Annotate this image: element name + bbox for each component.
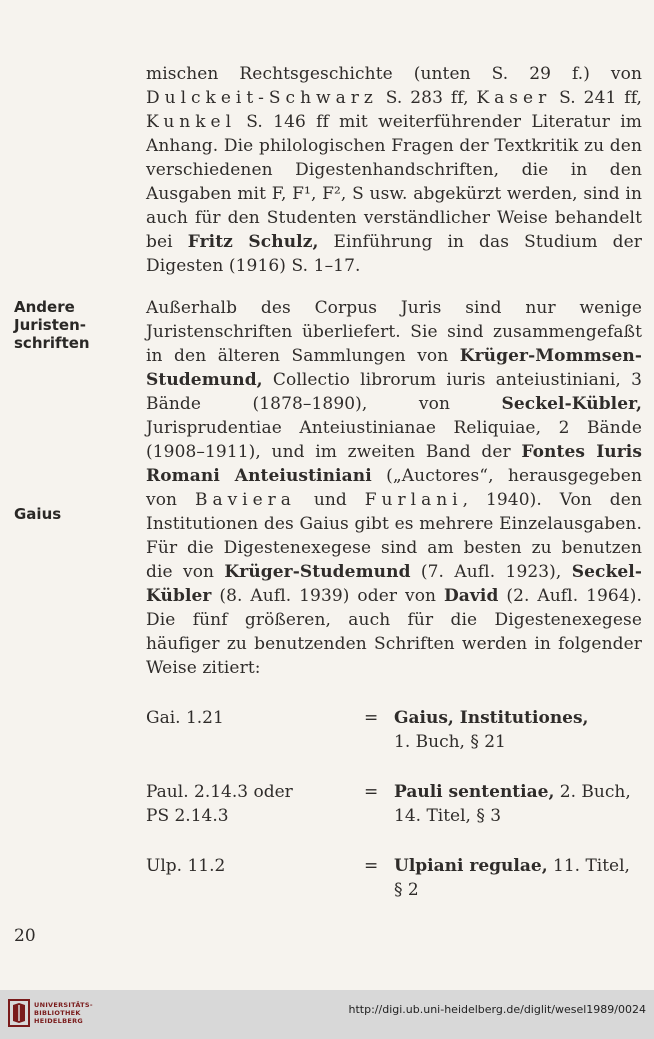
library-logo-text[interactable] [34, 1001, 93, 1025]
university-library-logo-icon[interactable] [8, 999, 30, 1027]
citation-row [146, 854, 642, 902]
author-name-spaced: Baviera [194, 490, 296, 510]
work-title-bold: Gaius, Institutiones, [394, 708, 589, 728]
citation-row [146, 706, 642, 754]
author-name-spaced: Dulckeit-Schwarz [146, 88, 378, 108]
citation-expansion [394, 854, 644, 902]
text-run: und [295, 490, 365, 510]
equals-sign: = [364, 782, 379, 802]
margin-note-line: Andere [14, 298, 75, 316]
source-url-link[interactable]: http://digi.ub.uni-heidelberg.de/diglit/wesel1989/0024 [348, 1003, 646, 1016]
citation-abbreviation [146, 854, 346, 878]
author-name-bold: Fritz Schulz, [187, 232, 319, 252]
text-run: (7. Aufl. 1923), [410, 562, 572, 582]
text-run: 11. Titel, [547, 856, 630, 876]
citation-expansion [394, 780, 644, 828]
equals-sign: = [364, 708, 379, 728]
work-title-bold: Ulpiani regulae, [394, 856, 548, 876]
text-run: Einführung in das Studium der Digesten (1916) S. 1–17. [146, 232, 643, 276]
text-run: Collectio librorum iuris anteiustiniani, 3 Bände (1878–1890), von [146, 370, 642, 414]
citation-abbreviation [146, 706, 346, 730]
citation-abbreviation [146, 780, 346, 828]
text-run: („Auctores“, herausgegeben von [146, 466, 642, 510]
citation-expansion-line: 1. Buch, § 21 [394, 732, 506, 752]
text-run: S. 241 ff, [551, 88, 642, 108]
margin-note-line: schriften [14, 334, 90, 352]
text-run: mischen Rechtsgeschichte (unten S. 29 f.) von [146, 64, 642, 84]
page-number: 20 [14, 926, 36, 946]
margin-note-andere-juristenschriften [14, 298, 134, 352]
margin-note-line: Juristen- [14, 316, 86, 334]
text-run: , 1940). Von den Institutionen des Gaius gibt es mehrere Einzelausgaben. Für die Digestenexegese sind am besten zu benutzen die von [146, 490, 642, 582]
text-run: S. 146 ff mit weiterführender Literatur im Anhang. Die philologischen Fragen der Textkritik zu den verschiedenen Digestenhandschriften, die in den Ausgaben mit F, F¹, F², S usw. abgekürzt werden, sind in auch für den Studenten verständlicher Weise behandelt bei [146, 112, 642, 252]
author-name-bold: Krüger-Studemund [224, 562, 411, 582]
margin-note-gaius [14, 505, 134, 523]
author-name-bold: Seckel-Kübler [146, 562, 642, 606]
viewer-footer-bar [0, 990, 654, 1039]
citation-expansion [394, 706, 644, 754]
citation-expansion-line: § 2 [394, 880, 419, 900]
text-run: (8. Aufl. 1939) oder von [211, 586, 444, 606]
citation-expansion-line: 14. Titel, § 3 [394, 806, 502, 826]
text-run: Jurisprudentiae Anteiustinianae Reliquiae, 2 Bände (1908–1911), und im zweiten Band der [146, 418, 642, 462]
citation-abbreviation-line: Gai. 1.21 [146, 708, 224, 728]
body-paragraph-1 [146, 62, 642, 278]
text-run: 2. Buch, [554, 782, 631, 802]
citation-row [146, 780, 642, 828]
body-paragraph-2 [146, 296, 642, 680]
author-name-bold: Krüger-Mommsen-Studemund, [146, 346, 642, 390]
text-run: (2. Aufl. 1964). Die fünf größeren, auch für die Digestenexegese häufiger zu benutzenden Schriften werden in folgender Weise zitiert: [146, 586, 642, 678]
work-title-bold: Pauli sententiae, [394, 782, 555, 802]
text-run: S. 283 ff, [377, 88, 477, 108]
author-name-spaced: Kaser [476, 88, 552, 108]
author-name-spaced: Furlani [364, 490, 463, 510]
author-name-bold: Seckel-Kübler, [501, 394, 642, 414]
logo-text-line: UNIVERSITÄTS- [34, 1001, 93, 1009]
equals-sign: = [364, 856, 379, 876]
text-run: Außerhalb des Corpus Juris sind nur wenige Juristenschriften überliefert. Sie sind zusammengefaßt in den älteren Sammlungen von [146, 298, 642, 366]
logo-text-line: HEIDELBERG [34, 1017, 84, 1025]
logo-text-line: BIBLIOTHEK [34, 1009, 81, 1017]
citation-abbreviation-line: PS 2.14.3 [146, 806, 229, 826]
citation-abbreviation-line: Paul. 2.14.3 oder [146, 782, 293, 802]
author-name-bold: David [443, 586, 499, 606]
title-bold: Fontes Iuris Romani Anteiustiniani [146, 442, 643, 486]
citation-abbreviation-line: Ulp. 11.2 [146, 856, 226, 876]
margin-note-line: Gaius [14, 505, 62, 523]
author-name-spaced: Kunkel [146, 112, 237, 132]
